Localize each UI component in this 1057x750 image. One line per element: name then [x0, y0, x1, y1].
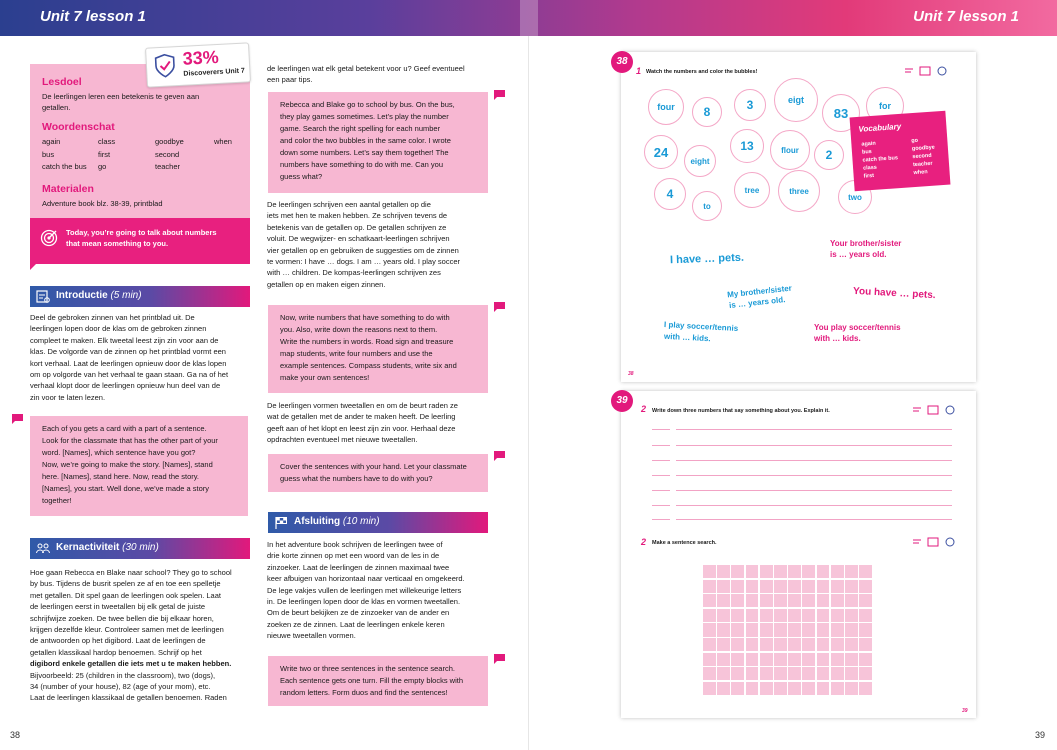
sentence-phrase: I play soccer/tennis [663, 320, 739, 333]
speech-flag-icon [12, 414, 23, 424]
number-bubble[interactable]: two [838, 180, 872, 214]
text-line: Write the numbers in words. Road sign and treasure [280, 337, 454, 346]
sentence-phrase: is … years old. [728, 295, 786, 310]
text-line: krijgen dezelfde kleur. Controleer samen met de leerlingen [30, 625, 224, 635]
vocab-word: bus [861, 148, 872, 156]
introductie-title: Introductie [56, 290, 108, 301]
vocab-word: goodbye [155, 137, 184, 146]
sentence-phrase: You have … pets. [852, 285, 936, 302]
text-line: word. [Names], which sentence have you got? [42, 448, 196, 457]
mid-para-2 [267, 400, 497, 446]
grid-cell[interactable] [746, 565, 759, 578]
sentence-phrase: Your brother/sister [830, 239, 902, 248]
text-line: keer afbuigen van horizontaal naar verticaal en omgekeerd. [267, 574, 465, 584]
grid-cell[interactable] [731, 638, 744, 651]
question-number: 1 [636, 66, 642, 76]
grid-cell[interactable] [760, 638, 773, 651]
text-line: Deel de gebroken zinnen van het printblad uit. De [30, 313, 195, 322]
grid-cell[interactable] [802, 594, 815, 607]
grid-cell[interactable] [845, 565, 858, 578]
grid-cell[interactable] [817, 623, 830, 636]
grid-cell[interactable] [760, 580, 773, 593]
text-line: De leerlingen vormen tweetallen en om de beurt raden ze [267, 401, 458, 410]
sentence-phrase: is … years old. [830, 250, 887, 259]
text-line: you. Also, write down the reasons next to them. [280, 325, 438, 334]
text-line: drie korte zinnen op met een woord van de les in de [267, 551, 440, 561]
level-icons [904, 66, 948, 76]
grid-cell[interactable] [802, 653, 815, 666]
grid-cell[interactable] [703, 580, 716, 593]
grid-cell[interactable] [731, 667, 744, 680]
grid-cell[interactable] [859, 565, 872, 578]
text-line: together! [42, 496, 72, 505]
text-line: de antwoorden op het digibord. Laat de leerlingen de [30, 636, 206, 646]
grid-cell[interactable] [859, 609, 872, 622]
grid-cell[interactable] [831, 565, 844, 578]
number-bubble[interactable]: 2 [814, 140, 844, 170]
vocab-word: catch the bus [862, 155, 899, 164]
grid-cell[interactable] [845, 653, 858, 666]
level-icons [912, 405, 956, 415]
grid-cell[interactable] [760, 565, 773, 578]
question-text: Write down three numbers that say something about you. Explain it. [652, 408, 830, 414]
text-line: zoeken ze de zinnen. Laat de leerlingen enkele keren [267, 619, 445, 629]
sentence-phrase: with … kids. [663, 331, 711, 344]
exercise-39-number: 39 [611, 390, 633, 412]
afsluiting-header [268, 512, 488, 533]
grid-cell[interactable] [859, 682, 872, 695]
grid-cell[interactable] [817, 609, 830, 622]
grid-cell[interactable] [831, 623, 844, 636]
vocab-word: first [98, 150, 111, 159]
grid-cell[interactable] [731, 682, 744, 695]
text-line: een paar tips. [267, 75, 313, 85]
card-page-number: 39 [962, 708, 968, 714]
grid-cell[interactable] [788, 623, 801, 636]
grid-cell[interactable] [774, 653, 787, 666]
grid-cell[interactable] [717, 623, 730, 636]
text-line: geeft aan of het klopt en leest zijn zin voor. Herhaal deze [267, 423, 456, 433]
grid-cell[interactable] [788, 594, 801, 607]
sentence-phrase: I have … pets. [669, 251, 745, 267]
text-line: leerlingen lopen door de klas om de gebroken zinnen [30, 324, 207, 334]
text-line: In het adventure book schrijven de leerlingen twee of [267, 540, 443, 549]
introductie-header [30, 286, 250, 307]
text-line: de leerlingen wat elk getal betekent voor u? Geef eventueel [267, 64, 465, 73]
grid-cell[interactable] [845, 594, 858, 607]
grid-cell[interactable] [817, 565, 830, 578]
grid-cell[interactable] [717, 609, 730, 622]
grid-cell[interactable] [760, 653, 773, 666]
exercise-38-number: 38 [611, 51, 633, 73]
number-bubble[interactable]: eight [684, 145, 716, 177]
grid-cell[interactable] [831, 638, 844, 651]
badge-label: Discoverers Unit 7 [183, 67, 246, 78]
vocab-word: bus [42, 150, 55, 159]
grid-cell[interactable] [831, 682, 844, 695]
grid-cell[interactable] [802, 609, 815, 622]
text-line: Cover the sentences with your hand. Let your classmate [280, 462, 467, 471]
text-line: Write two or three sentences in the sentence search. [280, 664, 455, 673]
grid-cell[interactable] [788, 667, 801, 680]
text-line: vier getallen op en gebruiken de suggesties om de zinnen [267, 245, 459, 255]
grid-cell[interactable] [746, 638, 759, 651]
kernactiviteit-duration: (30 min) [122, 542, 159, 553]
grid-cell[interactable] [717, 594, 730, 607]
grid-cell[interactable] [802, 667, 815, 680]
grid-cell[interactable] [731, 653, 744, 666]
question-number: 2 [641, 537, 647, 547]
text-line: zin voor te laten lezen. [30, 392, 106, 402]
woordenschat-heading: Woordenschat [42, 121, 115, 133]
page-spine [528, 36, 529, 750]
vocab-word: teacher [912, 160, 933, 169]
grid-cell[interactable] [703, 638, 716, 651]
lesdoel-text-2: getallen. [42, 103, 71, 112]
grid-cell[interactable] [731, 623, 744, 636]
number-bubble[interactable]: eigt [774, 78, 818, 122]
grid-cell[interactable] [746, 653, 759, 666]
materialen-heading: Materialen [42, 183, 94, 195]
number-bubble[interactable]: for [866, 87, 904, 125]
grid-cell[interactable] [845, 623, 858, 636]
grid-cell[interactable] [774, 623, 787, 636]
text-line: betekenis van de getallen op. De getallen schrijven ze [267, 222, 447, 232]
write-numbers-teacher-box [268, 305, 488, 393]
mid-top-text [267, 63, 497, 86]
sentence-phrase: with … kids. [814, 334, 861, 343]
grid-cell[interactable] [774, 667, 787, 680]
text-line: Rebecca and Blake go to school by bus. On the bus, [280, 100, 455, 109]
text-line: de leerlingen eerst in tweetallen bij elk getal de juiste [30, 602, 206, 612]
text-line: Laat de leerlingen klassikaal de getallen benoemen. Raden [30, 693, 227, 703]
sentence-search-teacher-box [268, 656, 488, 706]
vocab-word: goodbye [911, 144, 935, 153]
number-bubble[interactable]: 24 [644, 135, 678, 169]
number-bubble[interactable]: 83 [822, 94, 860, 132]
text-line: 34 (number of your house), 82 (age of your mom), etc. [30, 682, 211, 692]
grid-cell[interactable] [760, 667, 773, 680]
level-icons [912, 537, 956, 547]
vocab-word: class [862, 164, 878, 172]
introductie-teacher-box [30, 416, 248, 516]
grid-cell[interactable] [788, 638, 801, 651]
grid-cell[interactable] [831, 667, 844, 680]
grid-cell[interactable] [831, 609, 844, 622]
grid-cell[interactable] [760, 682, 773, 695]
today-text [66, 227, 244, 249]
text-line: Bijvoorbeeld: 25 (children in the classroom), two (dogs), [30, 670, 216, 680]
vocab-word: go [911, 137, 919, 145]
text-line: Each of you gets a card with a part of a sentence. [42, 424, 207, 433]
introductie-duration: (5 min) [110, 290, 142, 301]
text-line: and color the two bubbles in the same color. I wrote [280, 136, 451, 145]
text-line: example sentences. Compass students, write six and [280, 361, 457, 370]
vocab-word: teacher [155, 162, 181, 171]
text-line: De leerlingen schrijven een aantal getallen op die [267, 200, 431, 209]
text-line: opdrachten eventueel met nieuwe tweetallen. [267, 435, 418, 445]
grid-cell[interactable] [817, 594, 830, 607]
vocab-word: again [42, 137, 61, 146]
text-line: Now, we’re going to make the story. [Names], stand [42, 460, 213, 469]
text-line: game. Search the right spelling for each number [280, 124, 441, 133]
materialen-text: Adventure book blz. 38-39, printblad [42, 199, 163, 208]
grid-cell[interactable] [831, 594, 844, 607]
grid-cell[interactable] [703, 565, 716, 578]
text-line: make your own sentences! [280, 373, 370, 382]
grid-cell[interactable] [774, 580, 787, 593]
today-banner-tail [30, 262, 38, 270]
text-line: they play games sometimes. Let’s play the number [280, 112, 449, 121]
grid-cell[interactable] [746, 594, 759, 607]
unit-title-right: Unit 7 lesson 1 [913, 8, 1019, 25]
unit-title-left: Unit 7 lesson 1 [40, 8, 146, 25]
grid-cell[interactable] [731, 580, 744, 593]
grid-cell[interactable] [788, 609, 801, 622]
grid-cell[interactable] [859, 623, 872, 636]
grid-cell[interactable] [788, 682, 801, 695]
finish-flag-icon [274, 516, 288, 529]
vocab-word: again [861, 140, 877, 148]
text-line: guess what the numbers have to do with you? [280, 474, 433, 483]
group-icon [36, 542, 50, 555]
grid-cell[interactable] [703, 682, 716, 695]
kernactiviteit-title: Kernactiviteit [56, 542, 120, 553]
grid-cell[interactable] [845, 609, 858, 622]
vocabulary-card [850, 111, 951, 192]
grid-cell[interactable] [746, 609, 759, 622]
text-line: numbers have something to do with me. Can you [280, 160, 444, 169]
speech-flag-icon [494, 654, 505, 664]
text-line: getallen op en maken eigen zinnen. [267, 279, 386, 289]
grid-cell[interactable] [717, 653, 730, 666]
speech-flag-icon [494, 451, 505, 461]
text-line: wat de getallen met de ander te maken heeft. De leerling [267, 412, 456, 422]
text-line: voluit. De wegwijzer- en schatkaart-leerlingen schrijven [267, 234, 450, 244]
number-bubble[interactable]: tree [734, 172, 770, 208]
text-line: [Names], you start. Well done, we’ve made a story [42, 484, 210, 493]
number-bubble[interactable]: 13 [730, 129, 764, 163]
grid-cell[interactable] [717, 580, 730, 593]
grid-cell[interactable] [817, 667, 830, 680]
grid-cell[interactable] [746, 682, 759, 695]
afsluiting-title: Afsluiting [294, 516, 341, 527]
text-line: nieuwe tweetallen vormen. [267, 631, 356, 641]
question-text: Make a sentence search. [652, 540, 717, 546]
speech-flag-icon [494, 302, 505, 312]
number-bubble[interactable]: 8 [692, 97, 722, 127]
grid-cell[interactable] [774, 682, 787, 695]
today-line-1: Today, you’re going to talk about numbers [66, 228, 217, 237]
text-line: schrijfwijze zoeken. De twee bellen die bij elkaar horen, [30, 613, 214, 623]
grid-cell[interactable] [760, 594, 773, 607]
text-line: Om de beurt bekijken ze de zinzoeker van de ander en [267, 608, 450, 618]
vocab-word: first [863, 172, 875, 180]
grid-cell[interactable] [845, 638, 858, 651]
number-bubble[interactable]: 4 [654, 178, 686, 210]
number-bubble[interactable]: 3 [734, 89, 766, 121]
text-line: Now, write numbers that have something to do with [280, 313, 450, 322]
grid-cell[interactable] [859, 638, 872, 651]
target-icon [40, 229, 58, 247]
text-line: by bus. Tijdens de busrit spelen ze af en toe een spelletje [30, 579, 221, 589]
text-line: down some numbers. Let’s say them together! The [280, 148, 449, 157]
grid-cell[interactable] [717, 638, 730, 651]
grid-cell[interactable] [817, 580, 830, 593]
text-line: Each sentence gets one turn. Fill the empty blocks with [280, 676, 464, 685]
grid-cell[interactable] [831, 580, 844, 593]
grid-cell[interactable] [774, 594, 787, 607]
grid-cell[interactable] [802, 638, 815, 651]
introductie-body [30, 312, 255, 403]
afsluiting-duration: (10 min) [342, 516, 380, 527]
text-line: zinzoeker. Laat de leerlingen de zinnen maximaal twee [267, 562, 450, 572]
vocab-word: second [155, 150, 180, 159]
question-text: Watch the numbers and color the bubbles! [646, 69, 758, 75]
grid-cell[interactable] [817, 653, 830, 666]
grid-cell[interactable] [817, 638, 830, 651]
page-gutter [520, 0, 538, 36]
number-bubble[interactable]: three [778, 170, 820, 212]
question-number: 2 [641, 404, 647, 414]
grid-cell[interactable] [802, 565, 815, 578]
shield-check-icon [154, 53, 175, 78]
text-line: map students, write four numbers and use the [280, 349, 433, 358]
lesdoel-heading: Lesdoel [42, 76, 82, 88]
grid-cell[interactable] [703, 667, 716, 680]
grid-cell[interactable] [731, 609, 744, 622]
vocabulary-title: Vocabulary [858, 121, 902, 134]
text-line: te vormen: I have … dogs. I am … years old. I play soccer [267, 257, 460, 267]
afsluiting-body [267, 539, 499, 642]
grid-cell[interactable] [802, 682, 815, 695]
badge-percent: 33% [182, 46, 220, 69]
grid-cell[interactable] [802, 623, 815, 636]
text-line: Look for the classmate that has the other part of your [42, 436, 218, 445]
grid-cell[interactable] [802, 580, 815, 593]
clipboard-icon [36, 290, 50, 303]
grid-cell[interactable] [731, 594, 744, 607]
card-page-number: 38 [628, 371, 634, 377]
grid-cell[interactable] [774, 638, 787, 651]
grid-cell[interactable] [760, 609, 773, 622]
number-bubble[interactable]: four [648, 89, 684, 125]
kernactiviteit-body [30, 567, 265, 704]
grid-cell[interactable] [788, 580, 801, 593]
grid-cell[interactable] [703, 623, 716, 636]
grid-cell[interactable] [703, 609, 716, 622]
text-line: random letters. Form duos and find the sentences! [280, 688, 448, 697]
grid-cell[interactable] [831, 653, 844, 666]
text-line: here. [Names], stand here. Now, read the story. [42, 472, 200, 481]
page-number-right: 39 [1034, 730, 1045, 740]
grid-cell[interactable] [859, 667, 872, 680]
grid-cell[interactable] [817, 682, 830, 695]
grid-cell[interactable] [774, 609, 787, 622]
progress-badge [145, 42, 251, 87]
grid-cell[interactable] [760, 623, 773, 636]
grid-cell[interactable] [703, 653, 716, 666]
text-line: om op volgorde van het verhaal te gaan staan. Ga na of het [30, 370, 229, 380]
mid-para-1 [267, 199, 497, 290]
grid-cell[interactable] [859, 653, 872, 666]
sentence-phrase: You play soccer/tennis [814, 323, 901, 332]
text-line: getallen klassikaal hardop benoemen. Schrijf op het [30, 647, 202, 657]
lesdoel-text-1: De leerlingen leren een betekenis te geven aan [42, 92, 200, 101]
grid-cell[interactable] [731, 565, 744, 578]
text-line: verhaal klopt door de leerlingen opnieuw hun deel van de [30, 381, 221, 391]
text-line: Hoe gaan Rebecca en Blake naar school? They go to school [30, 568, 232, 577]
grid-cell[interactable] [788, 565, 801, 578]
text-line: with … children. De kompas-leerlingen schrijven zes [267, 268, 441, 278]
sentence-phrase: My brother/sister [726, 283, 793, 300]
vocab-word: when [214, 137, 232, 146]
text-line: compleet te maken. Elk tweetal leest zijn zin voor aan de [30, 335, 219, 345]
grid-cell[interactable] [859, 580, 872, 593]
page-number-left: 38 [10, 730, 21, 740]
text-line: iets met hen te maken hebben. Ze schrijven tevens de [267, 211, 448, 221]
vocab-word: second [912, 152, 932, 161]
grid-cell[interactable] [788, 653, 801, 666]
text-line: digibord enkele getallen die iets met u te maken hebben. [30, 659, 232, 669]
number-bubble[interactable]: to [692, 191, 722, 221]
grid-cell[interactable] [845, 580, 858, 593]
grid-cell[interactable] [703, 594, 716, 607]
sentence-search-grid[interactable] [703, 565, 872, 695]
grid-cell[interactable] [859, 594, 872, 607]
text-line: in. De leerlingen lopen door de klas en vormen tweetallen. [267, 597, 461, 607]
text-line: met getallen. Dit spel gaan de leerlingen ook spelen. Laat [30, 590, 221, 600]
today-line-2: that mean something to you. [66, 239, 169, 248]
grid-cell[interactable] [746, 623, 759, 636]
grid-cell[interactable] [717, 565, 730, 578]
grid-cell[interactable] [845, 667, 858, 680]
cover-sentences-teacher-box [268, 454, 488, 492]
text-line: kort verhaal. Laat de leerlingen opnieuw door de klas lopen [30, 358, 227, 368]
bus-game-teacher-box [268, 92, 488, 193]
grid-cell[interactable] [717, 682, 730, 695]
vocab-word: class [98, 137, 116, 146]
text-line: klas. De volgorde van de zinnen op het printblad vormt een [30, 347, 226, 357]
text-line: guess what? [280, 172, 323, 181]
vocab-word: go [98, 162, 107, 171]
grid-cell[interactable] [717, 667, 730, 680]
vocab-word: when [913, 169, 928, 177]
vocab-word: catch the bus [42, 162, 87, 171]
grid-cell[interactable] [774, 565, 787, 578]
grid-cell[interactable] [746, 580, 759, 593]
speech-flag-icon [494, 90, 505, 100]
grid-cell[interactable] [845, 682, 858, 695]
number-bubble[interactable]: flour [770, 130, 810, 170]
kernactiviteit-header [30, 538, 250, 559]
grid-cell[interactable] [746, 667, 759, 680]
text-line: De lege vakjes vullen de leerlingen met willekeurige letters [267, 585, 462, 595]
